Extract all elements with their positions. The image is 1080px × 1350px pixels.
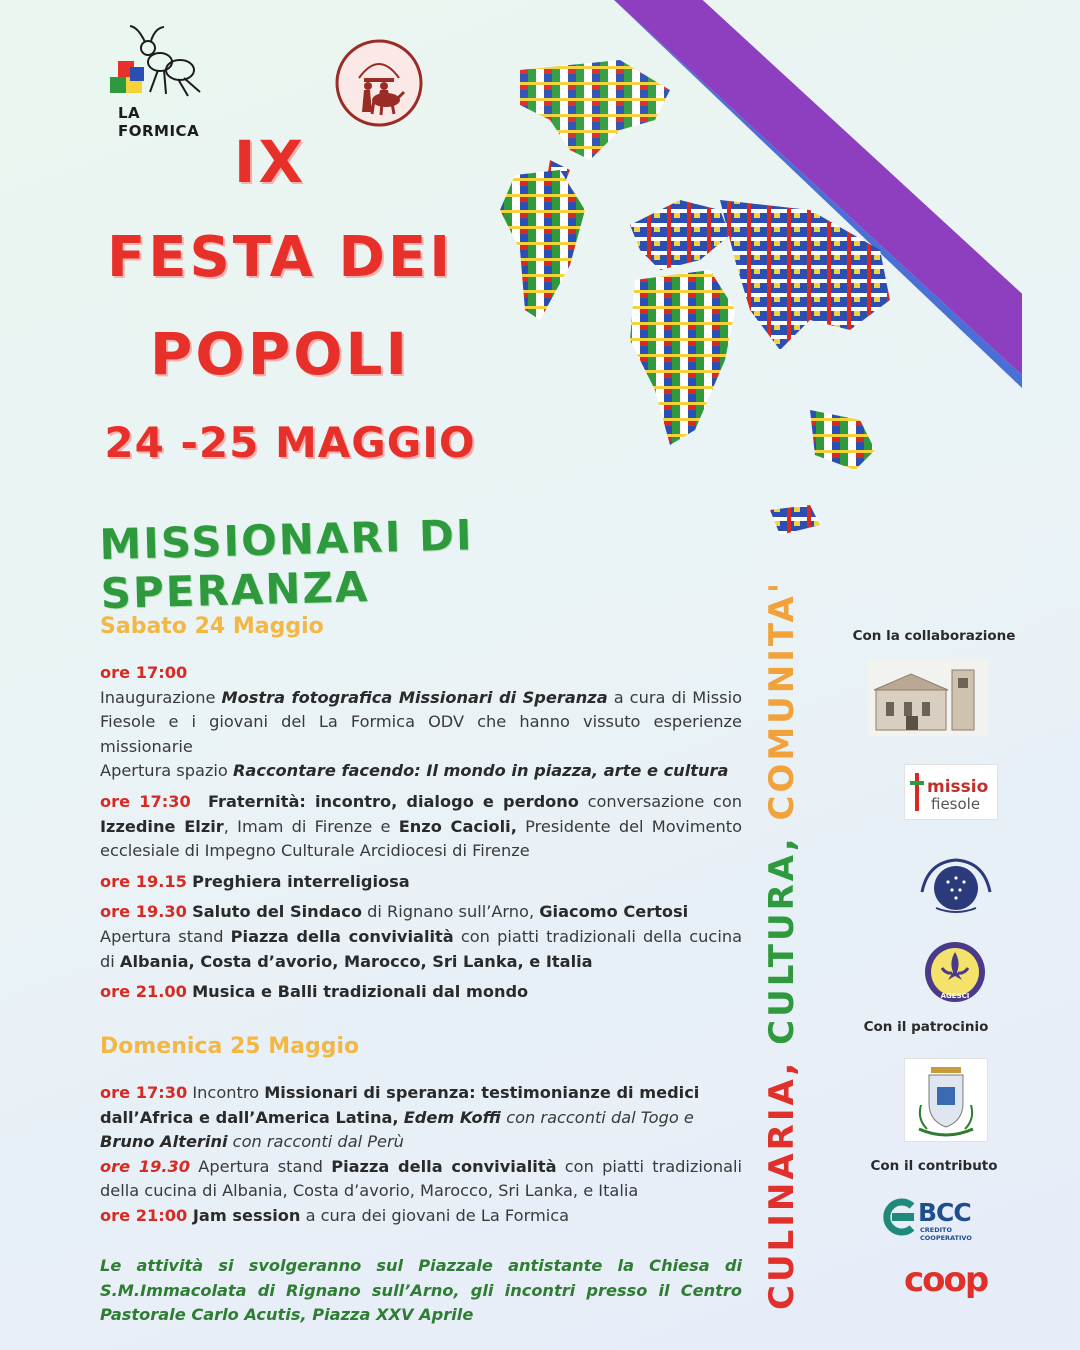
sun-event-1-guest1: Edem Koffi [403, 1107, 502, 1127]
crest-icon [905, 1059, 987, 1141]
sat-event-2-title: Fraternità: incontro, dialogo e perdono [208, 791, 579, 811]
church-building-image [868, 660, 988, 736]
world-flags-map [480, 50, 910, 570]
sat-event-5-title: Musica e Balli tradizionali dal mondo [192, 982, 529, 1002]
sat-event-2-guest2: Enzo Cacioli, [398, 816, 517, 836]
sun-event-2-stand: Piazza della convivialità [331, 1156, 557, 1176]
sat-event-2-time: ore 17:30 [100, 791, 191, 811]
sat-event-1-opening: Apertura spazio [100, 761, 233, 781]
coop-logo: coop [904, 1260, 988, 1300]
sat-event-3-title: Preghiera interreligiosa [192, 871, 410, 891]
sat-event-2-text3: Presidente del Movimento ecclesiale di Impegno Culturale Arcidiocesi di Firenze [100, 816, 742, 861]
sun-event-3-title: Jam session [187, 1205, 301, 1225]
sun-event-1-guest2: Bruno Alterini [100, 1132, 228, 1152]
cross-icon [909, 771, 925, 813]
notte-di-note-logo [914, 852, 998, 916]
sunday-schedule [100, 1081, 742, 1229]
sat-event-4-countries: Albania, Costa d’avorio, Marocco, Sri Lanka, e Italia [119, 951, 593, 971]
venue-note: Le attività si svolgeranno sul Piazzale antistante la Chiesa di S.M.Immacolata di Rignano sull’Arno, gli incontri presso il Centro Pastorale Carlo Acutis, Piazza XXV Aprile [100, 1256, 742, 1325]
sun-event-2-time: ore 19.30 [100, 1156, 191, 1176]
contribution-heading: Con il contributo [870, 1158, 998, 1174]
slogan-cultura: CULTURA, [762, 835, 802, 1045]
sat-event-4-title: Saluto del Sindaco [192, 902, 362, 922]
sat-event-4-time: ore 19.30 [100, 902, 187, 922]
sat-event-4-mayor: Giacomo Certosi [539, 902, 689, 922]
saturday-schedule [100, 661, 742, 1011]
missio-label: missio [927, 777, 989, 797]
sat-event-2-text: conversazione con [578, 791, 742, 811]
sun-event-3-desc: a cura dei giovani de La Formica [300, 1205, 570, 1225]
sun-event-3-time: ore 21:00 [100, 1205, 188, 1225]
sunday-heading: Domenica 25 Maggio [100, 1034, 360, 1059]
saturday-heading: Sabato 24 Maggio [100, 614, 324, 639]
sat-event-1-time: ore 17:00 [100, 663, 188, 682]
bcc-logo [882, 1196, 1002, 1240]
bcc-sub-label: CREDITO COOPERATIVO [920, 1226, 972, 1242]
coat-of-arms-logo [904, 1058, 988, 1142]
event-title-line1: FESTA DEI [106, 225, 454, 290]
collaboration-heading: Con la collaborazione [852, 628, 1016, 644]
sat-event-4-text: di Rignano sull’Arno, [361, 902, 540, 922]
slogan-comunita: COMUNITA' [762, 579, 802, 821]
sat-event-4 [100, 900, 742, 974]
agesci-label: AGESCI [940, 992, 970, 1000]
sun-event-1-title: Missionari di speranza: testimonianze di medici dall’Africa e dall’America Latina, [100, 1083, 700, 1127]
vertical-slogan [762, 579, 812, 1310]
sun-event-1-guest1-desc: con racconti dal Togo e [501, 1107, 694, 1127]
sat-event-4-opening: Apertura stand [100, 926, 231, 946]
bcc-label: BCC [918, 1198, 971, 1227]
sat-event-2-guest1: Izzedine Elzir [100, 816, 224, 836]
sat-event-5 [100, 980, 742, 1005]
sat-event-4-stand: Piazza della convivialità [230, 926, 454, 946]
la-formica-logo [100, 22, 220, 140]
holy-family-logo [334, 38, 424, 128]
fiesole-label: fiesole [931, 795, 981, 813]
sun-event-1-text: Incontro [187, 1083, 265, 1102]
ant-icon [100, 22, 220, 104]
event-motto: MISSIONARI DI SPERANZA [98, 510, 475, 619]
sat-event-1-space: Raccontare facendo: Il mondo in piazza, arte e cultura [232, 761, 729, 781]
sat-event-5-time: ore 21.00 [100, 982, 187, 1002]
sat-event-2-text2: , Imam di Firenze e [223, 816, 399, 836]
sun-event-2-desc: con piatti tradizionali della cucina di Albania, Costa d’avorio, Marocco, Sri Lanka, e Italia [100, 1156, 742, 1201]
missio-fiesole-logo [904, 764, 998, 820]
event-title-line2: POPOLI [149, 320, 411, 388]
sat-event-1-text: Inaugurazione [100, 687, 222, 707]
event-dates: 24 -25 MAGGIO [104, 418, 476, 467]
sun-event-2 [100, 1155, 742, 1204]
edition-title: IX [233, 128, 307, 196]
sat-event-3 [100, 870, 742, 895]
agesci-logo [922, 940, 988, 1010]
sat-event-3-time: ore 19.15 [100, 871, 187, 891]
sat-event-1 [100, 661, 742, 784]
sun-event-1-time: ore 17:30 [100, 1083, 188, 1102]
sat-event-2 [100, 790, 742, 864]
sat-event-1-exhibit: Mostra fotografica Missionari di Speranza [221, 687, 608, 707]
la-formica-label: LA FORMICA [118, 104, 200, 140]
patronage-heading: Con il patrocinio [863, 1019, 989, 1035]
sat-event-1-desc: a cura di Missio Fiesole e i giovani del La Formica ODV che hanno vissuto esperienze missionarie [100, 687, 743, 756]
sun-event-1-guest2-desc: con racconti dal Perù [227, 1132, 404, 1152]
sun-event-1 [100, 1081, 742, 1155]
slogan-culinaria: CULINARIA, [762, 1059, 802, 1310]
sun-event-3 [100, 1204, 742, 1229]
sun-event-2-text: Apertura stand [190, 1156, 332, 1176]
sat-event-4-desc: con piatti tradizionali della cucina di [100, 926, 743, 971]
bcc-mark-icon [882, 1198, 920, 1236]
